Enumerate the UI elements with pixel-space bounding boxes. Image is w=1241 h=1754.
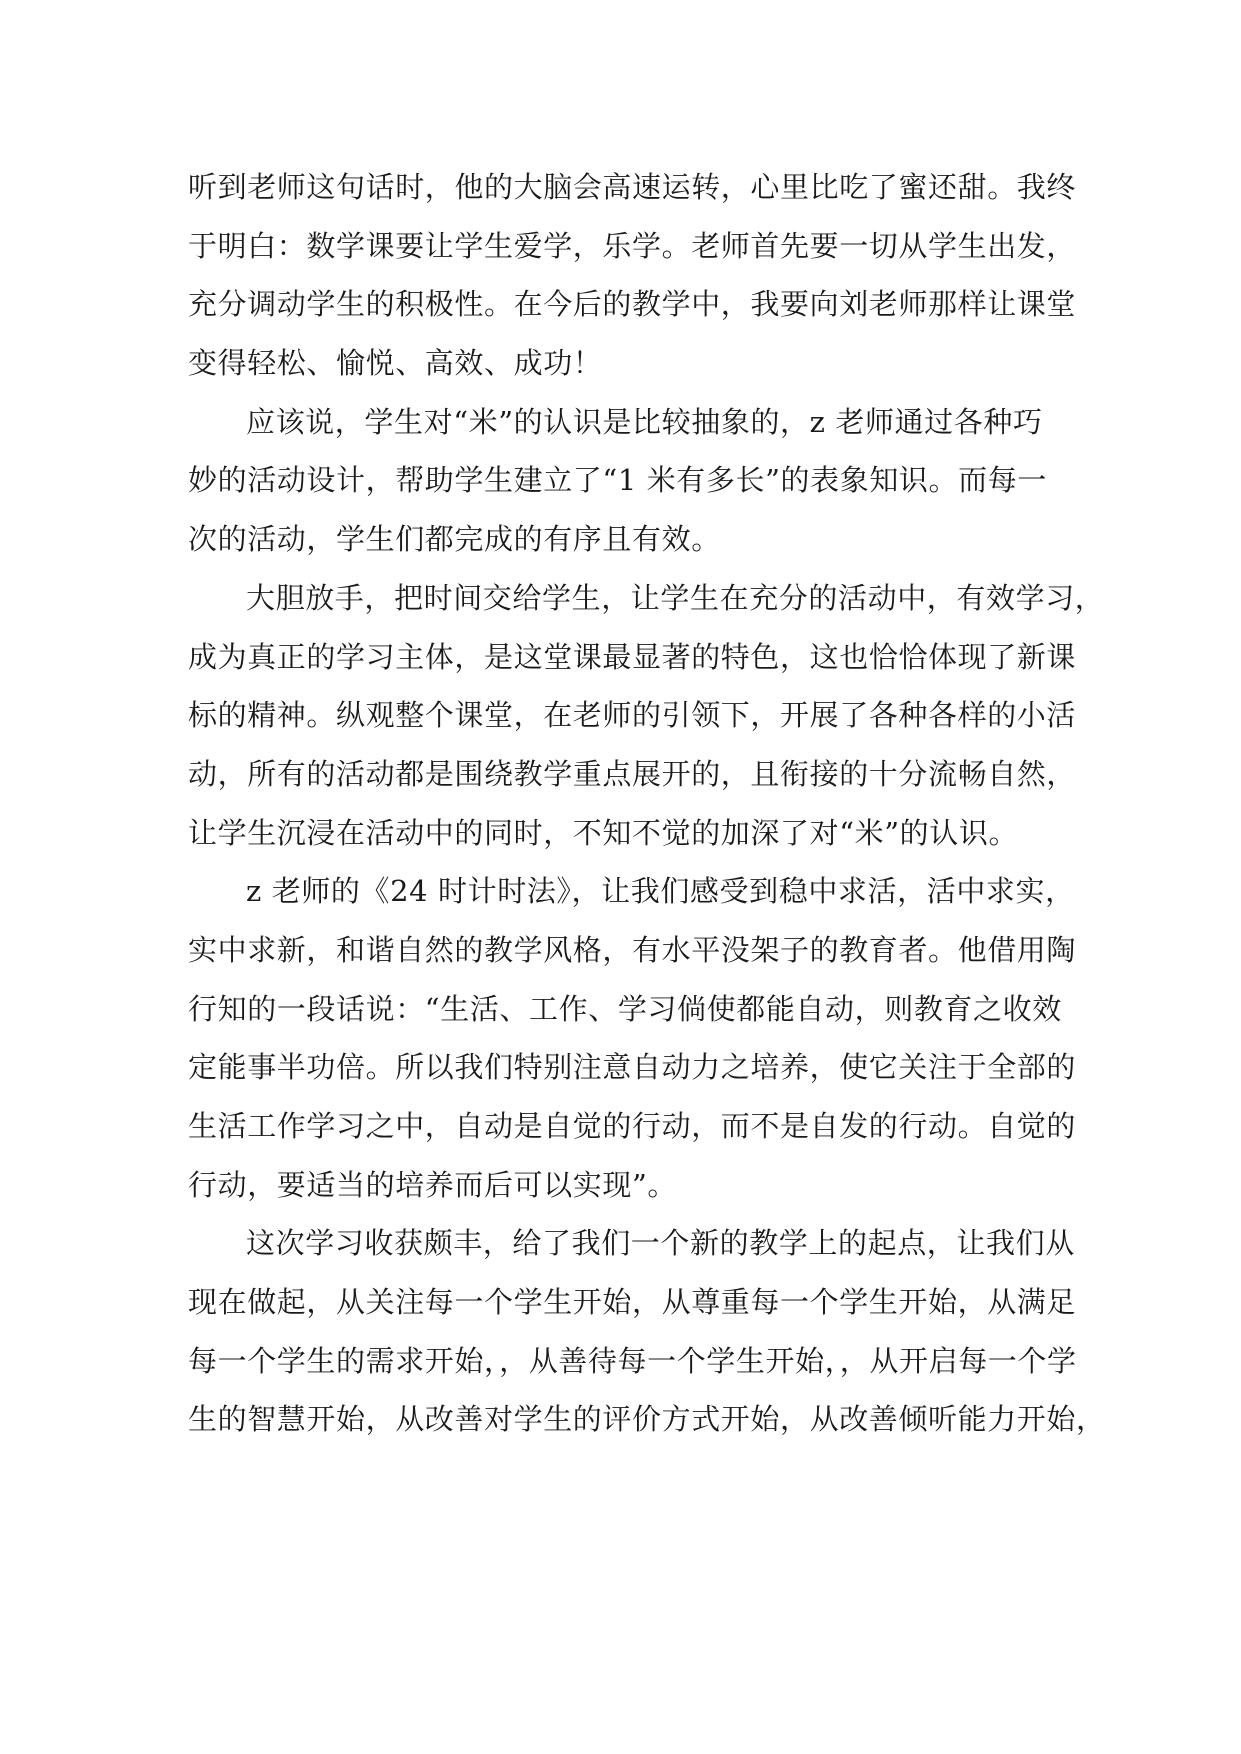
text-line: 现在做起，从关注每一个学生开始，从尊重每一个学生开始，从满足 (188, 1285, 1077, 1320)
text-line: 充分调动学生的积极性。在今后的教学中，我要向刘老师那样让课堂 (188, 287, 1077, 322)
text-line: 每一个学生的需求开始，，从善待每一个学生开始，，从开启每一个学 (188, 1343, 1077, 1378)
text-line: 定能事半功倍。所以我们特别注意自动力之培养，使它关注于全部的 (188, 1050, 1077, 1085)
text-line: 标的精神。纵观整个课堂，在老师的引领下，开展了各种各样的小活 (188, 698, 1077, 733)
text-line: 成为真正的学习主体，是这堂课最显著的特色，这也恰恰体现了新课 (188, 639, 1077, 674)
text-line: 行动，要适当的培养而后可以实现”。 (188, 1167, 678, 1202)
text-line: 实中求新，和谐自然的教学风格，有水平没架子的教育者。他借用陶 (188, 932, 1077, 967)
text-line: 生活工作学习之中，自动是自觉的行动，而不是自发的行动。自觉的 (188, 1109, 1077, 1143)
paragraph (188, 158, 1077, 393)
text-line: 大胆放手，把时间交给学生，让学生在充分的活动中，有效学习， (246, 580, 1105, 615)
paragraph (188, 1214, 1106, 1449)
text-line: 于明白：数学课要让学生爱学，乐学。老师首先要一切从学生出发， (188, 228, 1077, 263)
text-line: 让学生沉浸在活动中的同时，不知不觉的加深了对“米”的认识。 (188, 815, 1019, 850)
text-line: 次的活动，学生们都完成的有序且有效。 (188, 522, 721, 557)
text-line: 妙的活动设计，帮助学生建立了“1 米有多长”的表象知识。而每一 (188, 463, 1047, 498)
paragraph (188, 393, 1063, 569)
body-text (188, 158, 1106, 1449)
text-line: 生的智慧开始，从改善对学生的评价方式开始，从改善倾听能力开始， (188, 1402, 1106, 1437)
text-line: 行知的一段话说：“生活、工作、学习倘使都能自动，则教育之收效 (188, 991, 1062, 1026)
paragraph (188, 569, 1105, 862)
paragraph (188, 862, 1077, 1214)
text-line: z 老师的《24 时计时法》，让我们感受到稳中求活，活中求实， (246, 874, 1075, 909)
text-line: 动，所有的活动都是围绕教学重点展开的，且衔接的十分流畅自然， (188, 756, 1077, 791)
text-line: 变得轻松、愉悦、高效、成功！ (188, 346, 603, 381)
text-line: 听到老师这句话时，他的大脑会高速运转，心里比吃了蜜还甜。我终 (188, 170, 1077, 204)
text-line: 这次学习收获颇丰，给了我们一个新的教学上的起点，让我们从 (246, 1226, 1075, 1261)
text-line: 应该说，学生对“米”的认识是比较抽象的，z 老师通过各种巧 (246, 404, 1043, 439)
